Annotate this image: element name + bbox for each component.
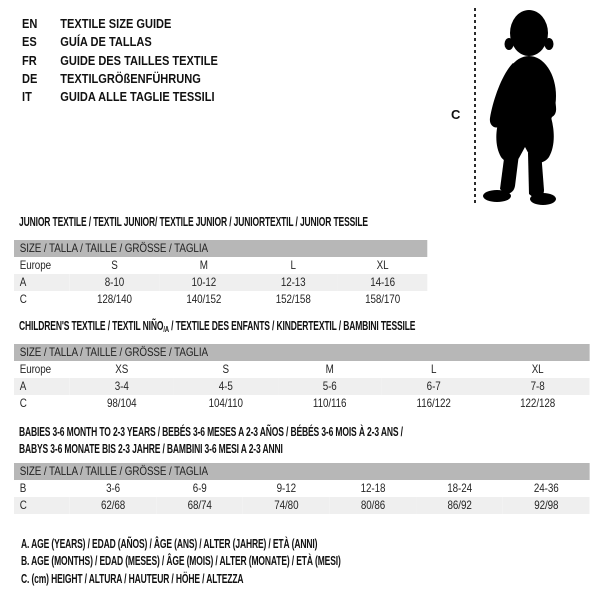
- junior-size-table: [14, 240, 427, 308]
- table-cell: 9-12: [276, 481, 297, 495]
- table-cell: 62/68: [100, 498, 126, 512]
- row-label: Europe: [19, 362, 51, 376]
- children-size-table: [14, 344, 590, 412]
- footnote-a: A. AGE (YEARS) / EDAD (AÑOS) / ÂGE (ANS) / ALTER (JAHRE) / ETÀ (ANNI): [21, 537, 318, 551]
- language-label: TEXTILGRÖßENFÜHRUNG: [60, 70, 201, 86]
- table-cell: M: [325, 362, 334, 376]
- table-row: [14, 274, 427, 291]
- row-label: C: [19, 292, 27, 306]
- table-cell: S: [111, 258, 118, 272]
- height-marker-label: C: [451, 107, 461, 122]
- table-cell: S: [222, 362, 229, 376]
- table-cell: 80/86: [360, 498, 386, 512]
- footnotes: [21, 536, 341, 588]
- table-cell: 158/170: [365, 292, 401, 306]
- babies-title-line2: BABYS 3-6 MONATE BIS 2-3 JAHRE / BAMBINI 3-6 MESI A 2-3 ANNI: [19, 442, 283, 457]
- table-cell: 152/158: [275, 292, 311, 306]
- table-row: [14, 291, 427, 308]
- table-cell: L: [290, 258, 296, 272]
- row-label: C: [19, 498, 27, 512]
- table-cell: XL: [531, 362, 544, 376]
- language-label: GUIDE DES TAILLES TEXTILE: [60, 52, 218, 68]
- table-cell: 86/92: [447, 498, 472, 512]
- list-item: [22, 15, 218, 33]
- table-cell: 14-16: [370, 275, 395, 289]
- size-header-bar: SIZE / TALLA / TAILLE / GRÖSSE / TAGLIA: [14, 344, 590, 361]
- table-cell: 104/110: [208, 396, 243, 410]
- table-cell: 74/80: [274, 498, 299, 512]
- language-code: FR: [22, 52, 37, 68]
- table-row: [14, 361, 590, 378]
- table-cell: 8-10: [104, 275, 125, 289]
- table-cell: 10-12: [191, 275, 217, 289]
- language-label: GUÍA DE TALLAS: [60, 34, 152, 50]
- row-label: A: [19, 379, 27, 393]
- row-label: C: [19, 396, 27, 410]
- row-label: A: [19, 275, 27, 289]
- babies-title-line1: BABIES 3-6 MONTH TO 2-3 YEARS / BEBÉS 3-6 MESES A 2-3 AÑOS / BÉBÉS 3-6 MOIS À 2-3 ANS /: [19, 425, 403, 439]
- table-cell: 6-7: [426, 379, 441, 393]
- row-label: B: [19, 481, 27, 495]
- list-item: [22, 88, 218, 106]
- table-cell: 6-9: [192, 481, 207, 495]
- table-cell: 5-6: [322, 379, 337, 393]
- table-row: [14, 378, 590, 395]
- table-row: [14, 497, 590, 514]
- table-cell: 18-24: [447, 481, 473, 495]
- list-item: [22, 33, 218, 51]
- table-cell: XL: [376, 258, 389, 272]
- table-cell: 116/122: [416, 396, 451, 410]
- list-item: [22, 52, 218, 70]
- table-cell: 98/104: [106, 396, 137, 410]
- footnote-b: B. AGE (MONTHS) / EDAD (MESES) / ÂGE (MOIS) / ALTER (MONATE) / ETÀ (MESI): [21, 554, 341, 569]
- table-cell: 12-18: [360, 481, 386, 495]
- table-cell: 24-36: [533, 481, 559, 495]
- table-cell: 3-6: [106, 481, 121, 495]
- table-cell: 3-4: [114, 379, 129, 393]
- table-cell: 122/128: [520, 396, 556, 410]
- table-row: [14, 257, 427, 274]
- language-code: IT: [22, 89, 32, 105]
- table-row: [14, 480, 590, 497]
- row-label: Europe: [19, 258, 51, 272]
- table-cell: 4-5: [218, 379, 233, 393]
- height-dashed-line: [474, 8, 476, 206]
- list-item: [22, 70, 218, 88]
- language-code: ES: [22, 34, 37, 50]
- language-label: GUIDA ALLE TAGLIE TESSILI: [60, 89, 215, 105]
- table-row: [14, 395, 590, 412]
- table-cell: L: [430, 362, 437, 376]
- table-cell: 140/152: [186, 292, 222, 306]
- table-cell: 128/140: [96, 292, 132, 306]
- language-code: EN: [22, 16, 38, 31]
- language-guide-list: [22, 15, 218, 106]
- title-subscript: /A: [163, 324, 169, 334]
- table-cell: 12-13: [280, 275, 306, 289]
- children-table-title: CHILDREN'S TEXTILE / TEXTIL $NIÑO_{/A}$ / TEXTILE DES ENFANTS / KINDERTEXTIL / BAMBINI TESSILE: [19, 319, 416, 334]
- language-code: DE: [22, 70, 38, 86]
- table-cell: 110/116: [312, 396, 347, 410]
- babies-size-table: [14, 463, 590, 514]
- table-cell: XS: [115, 362, 129, 376]
- toddler-silhouette-icon: [480, 8, 570, 206]
- table-cell: 92/98: [534, 498, 559, 512]
- language-label: TEXTILE SIZE GUIDE: [60, 16, 172, 31]
- footnote-c: C. (cm) HEIGHT / ALTURA / HAUTEUR / HÖHE / ALTEZZA: [21, 571, 244, 586]
- table-cell: 68/74: [187, 498, 212, 512]
- size-header-bar: SIZE / TALLA / TAILLE / GRÖSSE / TAGLIA: [14, 463, 590, 480]
- babies-table-title: [19, 424, 403, 459]
- junior-table-title: JUNIOR TEXTILE / TEXTIL JUNIOR/ TEXTILE JUNIOR / JUNIORTEXTIL / JUNIOR TESSILE: [19, 215, 368, 229]
- size-header-bar: SIZE / TALLA / TAILLE / GRÖSSE / TAGLIA: [14, 240, 427, 257]
- table-cell: 7-8: [530, 379, 545, 393]
- table-cell: M: [199, 258, 208, 272]
